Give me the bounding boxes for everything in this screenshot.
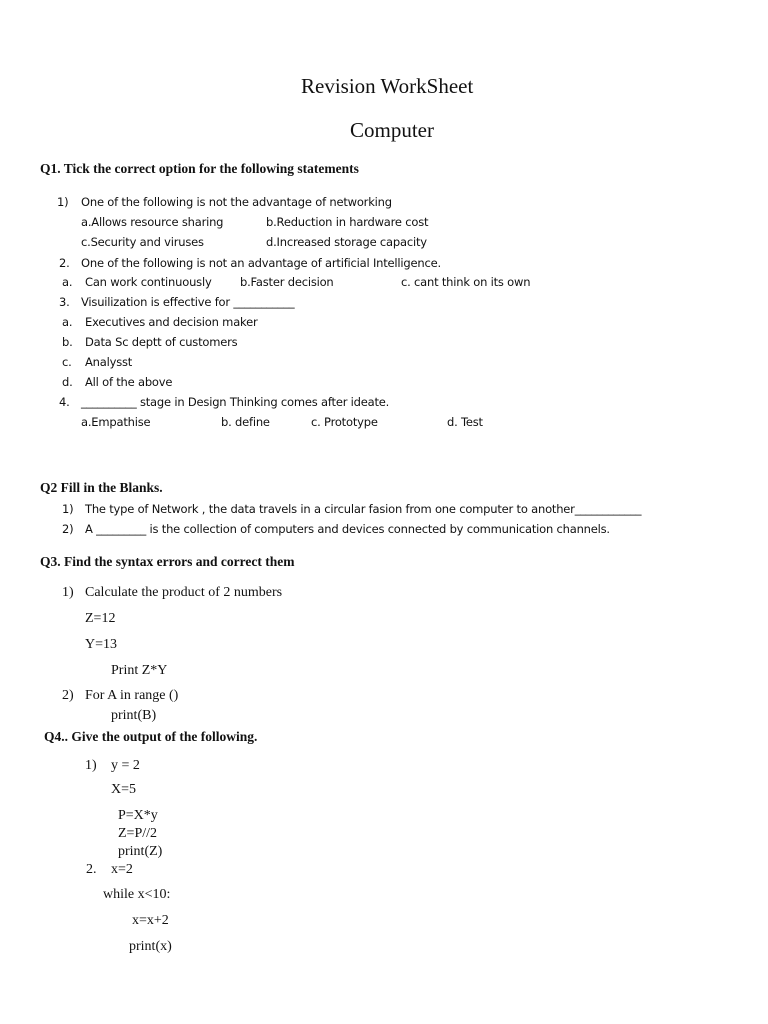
q1-item4-option-b: b. define	[221, 415, 270, 429]
q1-heading: Q1. Tick the correct option for the following statements	[40, 161, 359, 176]
q1-item2-number: 2.	[59, 256, 70, 270]
q1-item2-option-c: c. cant think on its own	[401, 275, 531, 289]
q1-item3-option-b: Data Sc deptt of customers	[85, 335, 238, 349]
q1-item3-option-a-marker: a.	[62, 315, 73, 329]
q1-item3-option-a: Executives and decision maker	[85, 315, 258, 329]
q1-item4-option-c: c. Prototype	[311, 415, 378, 429]
q1-item1-option-d: d.Increased storage capacity	[266, 235, 427, 249]
q4-item2-code-line: print(x)	[129, 939, 172, 954]
worksheet-subtitle: Computer	[350, 118, 434, 142]
q4-item1-code-line: y = 2	[111, 758, 140, 773]
q1-item2-option-a: Can work continuously	[85, 275, 212, 289]
q4-item2-number: 2.	[86, 862, 97, 877]
q4-heading: Q4.. Give the output of the following.	[44, 729, 258, 744]
q1-item2-text: One of the following is not an advantage of artificial Intelligence.	[81, 256, 441, 270]
q4-item1-code-line: Z=P//2	[118, 826, 158, 841]
q1-item3-option-b-marker: b.	[62, 335, 73, 349]
q3-item1-text: Calculate the product of 2 numbers	[85, 585, 283, 600]
worksheet-title: Revision WorkSheet	[301, 74, 474, 98]
q1-item4-option-d: d. Test	[447, 415, 483, 429]
q3-item1-code-line: Print Z*Y	[111, 663, 168, 678]
q1-item3-text: Visuilization is effective for ___________	[81, 295, 295, 309]
q1-item1-option-b: b.Reduction in hardware cost	[266, 215, 429, 229]
q1-item1-number: 1)	[57, 195, 69, 209]
q4-item1-code-line: X=5	[111, 782, 137, 797]
q1-item2-option-b: b.Faster decision	[240, 275, 334, 289]
q1-item3-option-d-marker: d.	[62, 375, 73, 389]
q1-item3-option-c: Analysst	[85, 355, 133, 369]
q1-item3-option-c-marker: c.	[62, 355, 72, 369]
q2-item2-text: A _________ is the collection of computers and devices connected by communication channels.	[85, 522, 610, 536]
q3-heading: Q3. Find the syntax errors and correct them	[40, 554, 295, 569]
q3-item2-text: For A in range ()	[85, 688, 179, 703]
q1-item1-option-c: c.Security and viruses	[81, 235, 204, 249]
q2-item1-number: 1)	[62, 502, 74, 516]
q2-item2-number: 2)	[62, 522, 74, 536]
q4-item1-code-line: print(Z)	[118, 844, 163, 859]
q1-item3-number: 3.	[59, 295, 70, 309]
q4-item1-code-line: P=X*y	[118, 808, 158, 823]
q3-item2-code-line: print(B)	[111, 708, 157, 723]
q2-heading: Q2 Fill in the Blanks.	[40, 480, 163, 495]
q3-item1-code-line: Z=12	[85, 611, 116, 626]
q4-item2-code-line: x=x+2	[132, 913, 169, 928]
q1-item1-text: One of the following is not the advantage of networking	[81, 195, 392, 209]
q1-item2-option-marker-a: a.	[62, 275, 73, 289]
q4-item2-code-line: x=2	[111, 862, 133, 877]
q1-item4-number: 4.	[59, 395, 70, 409]
q3-item1-number: 1)	[62, 585, 74, 600]
q3-item2-number: 2)	[62, 688, 74, 703]
q4-item2-code-line: while x<10:	[103, 887, 171, 902]
q1-item4-text: __________ stage in Design Thinking comes after ideate.	[81, 395, 390, 409]
q1-item3-option-d: All of the above	[85, 375, 173, 389]
q2-item1-text: The type of Network , the data travels in a circular fasion from one computer to another____________	[85, 502, 642, 516]
q4-item1-number: 1)	[85, 758, 97, 773]
q1-item4-option-a: a.Empathise	[81, 415, 151, 429]
q3-item1-code-line: Y=13	[85, 637, 118, 652]
q1-item1-option-a: a.Allows resource sharing	[81, 215, 224, 229]
